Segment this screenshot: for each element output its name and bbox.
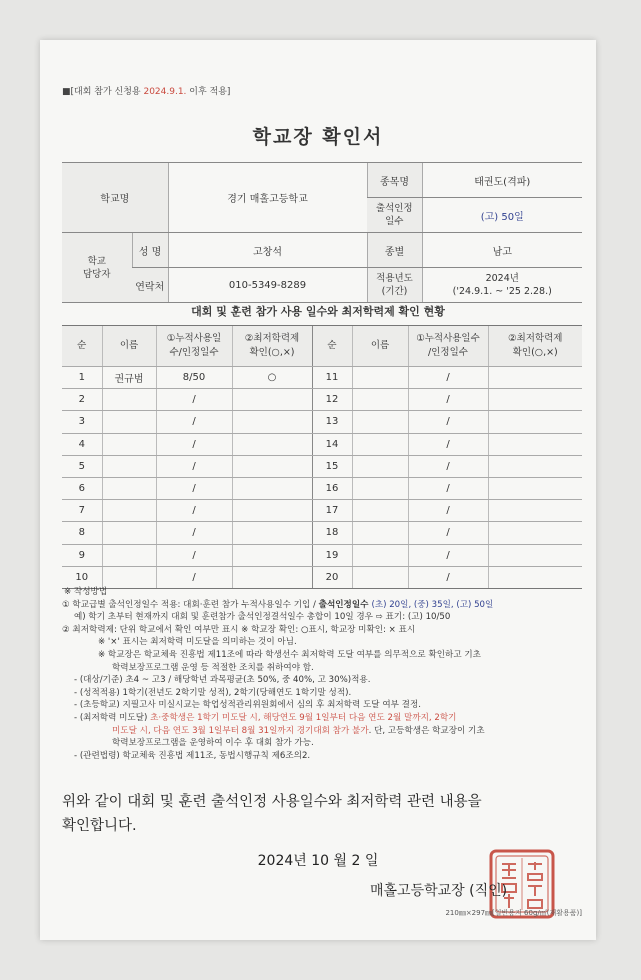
signer: 매홀고등학교장 (직인)	[370, 883, 508, 899]
row-no-right: 15	[312, 455, 352, 477]
gender-label: 종별	[367, 233, 422, 268]
apply-year-label: 적용년도 (기간)	[367, 268, 422, 303]
row-days: /	[156, 522, 232, 544]
col-days-right: ①누적사용일수 /인정일수	[408, 326, 488, 367]
row-no-right: 12	[312, 389, 352, 411]
row-min-grade	[232, 433, 312, 455]
row-name-right	[352, 367, 408, 389]
row-min-grade	[232, 389, 312, 411]
note-4-cont: 학력보장프로그램 운영 등 적절한 조치를 취하여야 함.	[112, 662, 314, 673]
manager-name-label: 성 명	[132, 233, 168, 268]
table-row	[62, 411, 582, 433]
school-name-label: 학교명	[62, 163, 168, 233]
row-days-right: /	[408, 522, 488, 544]
school-info-table	[62, 162, 582, 303]
note-6: - (성적적용) 1학기(전년도 2학기말 성적), 2학기(당해연도 1학기말 성적).	[74, 687, 352, 698]
row-days-right: /	[408, 389, 488, 411]
event-label: 종목명	[367, 163, 422, 198]
row-name	[102, 389, 156, 411]
col-no-right: 순	[312, 326, 352, 367]
form-header-note: ■[대회 참가 신청용 2024.9.1. 이후 적용]	[62, 87, 231, 97]
row-name: 권규범	[102, 367, 156, 389]
manager-name-value: 고창석	[168, 233, 367, 268]
row-days-right: /	[408, 367, 488, 389]
confirmation-text: 위와 같이 대회 및 훈련 출석인정 사용일수와 최저학력 관련 내용을 확인합니다.	[62, 794, 482, 834]
row-name	[102, 411, 156, 433]
row-name-right	[352, 477, 408, 499]
event-value: 태권도(격파)	[422, 163, 582, 198]
row-no: 8	[62, 522, 102, 544]
contact-label: 연락처	[132, 268, 168, 303]
row-days: /	[156, 544, 232, 566]
row-days: /	[156, 433, 232, 455]
row-min-grade	[232, 411, 312, 433]
row-min-grade-right	[488, 455, 582, 477]
row-no-right: 17	[312, 500, 352, 522]
row-days: /	[156, 566, 232, 588]
row-min-grade	[232, 455, 312, 477]
note-8-cont-2: 학력보장프로그램을 운영하여 이수 후 대회 참가 가능.	[112, 738, 314, 749]
table-row	[62, 433, 582, 455]
col-name: 이름	[102, 326, 156, 367]
row-min-grade-right	[488, 411, 582, 433]
notes-heading: ※ 작성방법	[64, 587, 108, 597]
row-name	[102, 544, 156, 566]
row-min-grade: ○	[232, 367, 312, 389]
issue-date: 2024년 10 월 2 일	[257, 853, 379, 869]
row-days: /	[156, 500, 232, 522]
row-min-grade	[232, 522, 312, 544]
school-manager-label: 학교 담당자	[62, 233, 132, 303]
row-no-right: 16	[312, 477, 352, 499]
row-no: 6	[62, 477, 102, 499]
row-days: /	[156, 411, 232, 433]
row-no-right: 19	[312, 544, 352, 566]
row-name-right	[352, 544, 408, 566]
header-date: 2024.9.1.	[143, 87, 187, 97]
row-no: 5	[62, 455, 102, 477]
row-no-right: 13	[312, 411, 352, 433]
row-min-grade-right	[488, 522, 582, 544]
row-no: 1	[62, 367, 102, 389]
section-title: 대회 및 훈련 참가 사용 일수와 최저학력제 확인 현황	[191, 305, 445, 318]
participation-table	[62, 325, 582, 589]
row-no-right: 14	[312, 433, 352, 455]
row-days: 8/50	[156, 367, 232, 389]
row-name-right	[352, 455, 408, 477]
row-min-grade	[232, 477, 312, 499]
contact-value: 010-5349-8289	[168, 268, 367, 303]
row-min-grade-right	[488, 389, 582, 411]
table-row	[62, 389, 582, 411]
writing-instructions	[62, 586, 582, 762]
row-name-right	[352, 522, 408, 544]
attendance-days-value: (고) 50일	[422, 198, 582, 233]
row-days-right: /	[408, 455, 488, 477]
row-days-right: /	[408, 500, 488, 522]
row-name-right	[352, 411, 408, 433]
table-row	[62, 522, 582, 544]
row-name-right	[352, 500, 408, 522]
row-no: 10	[62, 566, 102, 588]
row-days-right: /	[408, 411, 488, 433]
row-min-grade-right	[488, 477, 582, 499]
row-no: 2	[62, 389, 102, 411]
row-no: 9	[62, 544, 102, 566]
row-name	[102, 522, 156, 544]
row-no-right: 18	[312, 522, 352, 544]
note-1-example: 예) 학기 초부터 현재까지 대회 및 훈련참가 출석인정결석일수 총합이 10일 경우 ⇨ 표기: (고) 10/50	[74, 612, 451, 623]
row-no: 4	[62, 433, 102, 455]
note-7: - (초등학교) 지필고사 미실시교는 학업성적관리위원회에서 심의 후 최저학력 도달 여부 결정.	[74, 700, 422, 711]
note-1: ① 학교급별 출석인정일수 적용: 대회·훈련 참가 누적사용일수 기입 / 출석인정일수 (초) 20일, (중) 35일, (고) 50일	[62, 599, 494, 610]
col-days: ①누적사용일 수/인정일수	[156, 326, 232, 367]
row-days-right: /	[408, 544, 488, 566]
row-min-grade-right	[488, 544, 582, 566]
school-name-value: 경기 매홀고등학교	[168, 163, 367, 233]
row-min-grade	[232, 544, 312, 566]
row-name	[102, 477, 156, 499]
document-title: 학교장 확인서	[252, 126, 384, 148]
row-name	[102, 455, 156, 477]
note-4: ※ 학교장은 학교체육 진흥법 제11조에 따라 학생선수 최저학력 도달 여부를 의무적으로 확인하고 기초	[98, 649, 481, 660]
note-2: ② 최저학력제: 단위 학교에서 확인 여부만 표시 ※ 학교장 확인: ○표시, 학교장 미확인: × 표시	[62, 624, 416, 635]
row-days: /	[156, 477, 232, 499]
document-page	[40, 40, 596, 940]
row-days-right: /	[408, 477, 488, 499]
col-name-right: 이름	[352, 326, 408, 367]
table-row	[62, 500, 582, 522]
paper-size-note: 210㎜×297㎜[일반용지 60g/㎡(재활용품)]	[445, 909, 582, 917]
note-9: - (관련법령) 학교체육 진흥법 제11조, 동법시행규칙 제6조의2.	[74, 750, 311, 761]
row-no: 7	[62, 500, 102, 522]
gender-value: 남고	[422, 233, 582, 268]
apply-year-value: 2024년 ('24.9.1. ~ '25 2.28.)	[422, 268, 582, 303]
row-min-grade	[232, 500, 312, 522]
row-days: /	[156, 455, 232, 477]
row-no-right: 11	[312, 367, 352, 389]
row-name-right	[352, 389, 408, 411]
row-name	[102, 500, 156, 522]
table-row	[62, 455, 582, 477]
row-min-grade-right	[488, 367, 582, 389]
row-name-right	[352, 433, 408, 455]
row-no-right: 20	[312, 566, 352, 588]
row-days: /	[156, 389, 232, 411]
note-8: - (최저학력 미도달) 초·중학생은 1학기 미도달 시, 해당연도 9월 1일부터 다음 연도 2월 말까지, 2학기	[74, 712, 457, 723]
note-5: - (대상/기준) 초4 ~ 고3 / 해당학년 과목평균(초 50%, 중 40%, 고 30%)적용.	[74, 675, 371, 686]
table-row	[62, 477, 582, 499]
row-days-right: /	[408, 433, 488, 455]
col-min-grade-right: ②최저학력제 확인(○,×)	[488, 326, 582, 367]
attendance-days-label: 출석인정 일수	[367, 198, 422, 233]
row-min-grade-right	[488, 500, 582, 522]
col-no: 순	[62, 326, 102, 367]
col-min-grade: ②최저학력제 확인(○,×)	[232, 326, 312, 367]
note-8-cont: 미도달 시, 다음 연도 3월 1일부터 8월 31일까지 경기대회 참가 불가. 단, 고등학생은 학교장이 기초	[112, 725, 485, 736]
row-days-right: /	[408, 566, 488, 588]
row-name	[102, 433, 156, 455]
table-row	[62, 544, 582, 566]
table-row	[62, 367, 582, 389]
row-min-grade-right	[488, 433, 582, 455]
row-no: 3	[62, 411, 102, 433]
note-3: ※ '×' 표시는 최저학력 미도달을 의미하는 것이 아님.	[98, 637, 297, 648]
